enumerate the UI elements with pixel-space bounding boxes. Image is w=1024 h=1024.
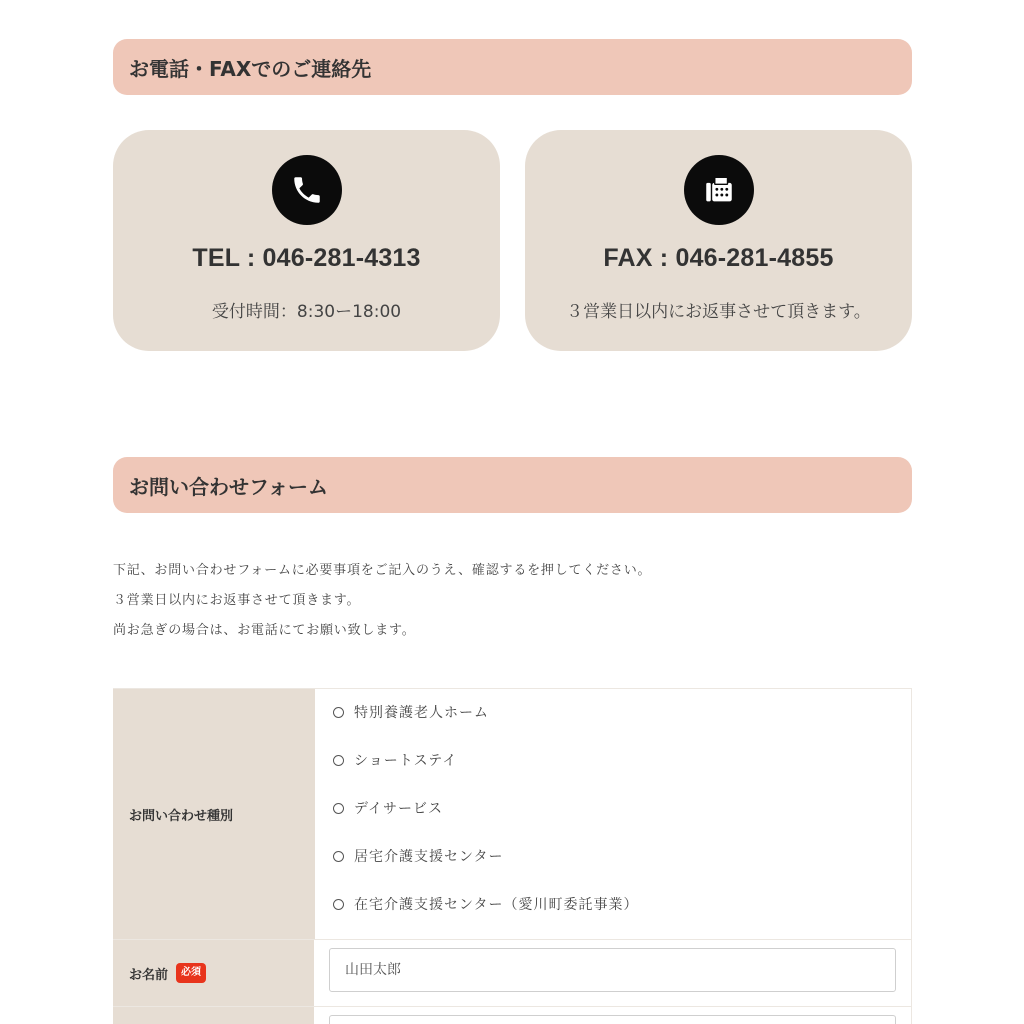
fax-note: ３営業日以内にお返事させて頂きます。 [566,302,871,322]
radio-option-label: デイサービス [354,801,444,817]
radio-button[interactable] [333,707,344,718]
next-row-partial [113,1006,912,1024]
contact-heading-text: お電話・FAXでのご連絡先 [129,56,372,81]
fax-number: FAX : 046-281-4855 [603,244,834,272]
intro-line-1: 下記、お問い合わせフォームに必要事項をご記入のうえ、確認するを押してください。 [113,563,652,578]
required-badge: 必須 [176,963,206,983]
name-label-text: お名前 [129,967,169,983]
radio-option-in-home-care-support[interactable] [333,895,911,943]
form-intro [113,560,912,650]
inquiry-type-options [315,689,911,943]
phone-icon [272,155,342,225]
radio-option-home-care-support[interactable] [333,847,911,895]
next-row-label [113,1007,314,1024]
intro-line-3: 尚お急ぎの場合は、お電話にてお願い致します。 [113,623,416,638]
name-field-cell [314,940,912,1006]
tel-number: TEL : 046-281-4313 [192,244,421,272]
fax-icon [684,155,754,225]
next-input[interactable] [329,1015,896,1024]
inquiry-form [113,688,912,1024]
inquiry-type-label [113,689,315,939]
fax-card [525,130,912,351]
radio-option-label: ショートステイ [354,753,458,769]
radio-option-tokuyo[interactable] [333,703,911,751]
name-input[interactable] [329,948,896,992]
inquiry-type-field [315,689,912,939]
radio-button[interactable] [333,899,344,910]
next-row-field-cell [314,1007,912,1024]
name-label [113,940,314,1006]
intro-line-2: ３営業日以内にお返事させて頂きます。 [113,593,361,608]
contact-section-heading [113,39,912,95]
radio-option-day-service[interactable] [333,799,911,847]
radio-option-label: 在宅介護支援センター（愛川町委託事業） [354,897,639,913]
radio-button[interactable] [333,755,344,766]
radio-option-short-stay[interactable] [333,751,911,799]
tel-card [113,130,500,351]
form-section-heading [113,457,912,513]
name-row [113,939,912,1006]
radio-button[interactable] [333,803,344,814]
radio-option-label: 居宅介護支援センター [354,849,504,865]
radio-button[interactable] [333,851,344,862]
tel-hours: 受付時間：8:30ー18:00 [211,302,402,322]
form-heading-text: お問い合わせフォーム [129,474,328,499]
inquiry-type-row [113,688,912,939]
inquiry-type-label-text: お問い合わせ種別 [129,808,234,824]
radio-option-label: 特別養護老人ホーム [354,705,489,721]
